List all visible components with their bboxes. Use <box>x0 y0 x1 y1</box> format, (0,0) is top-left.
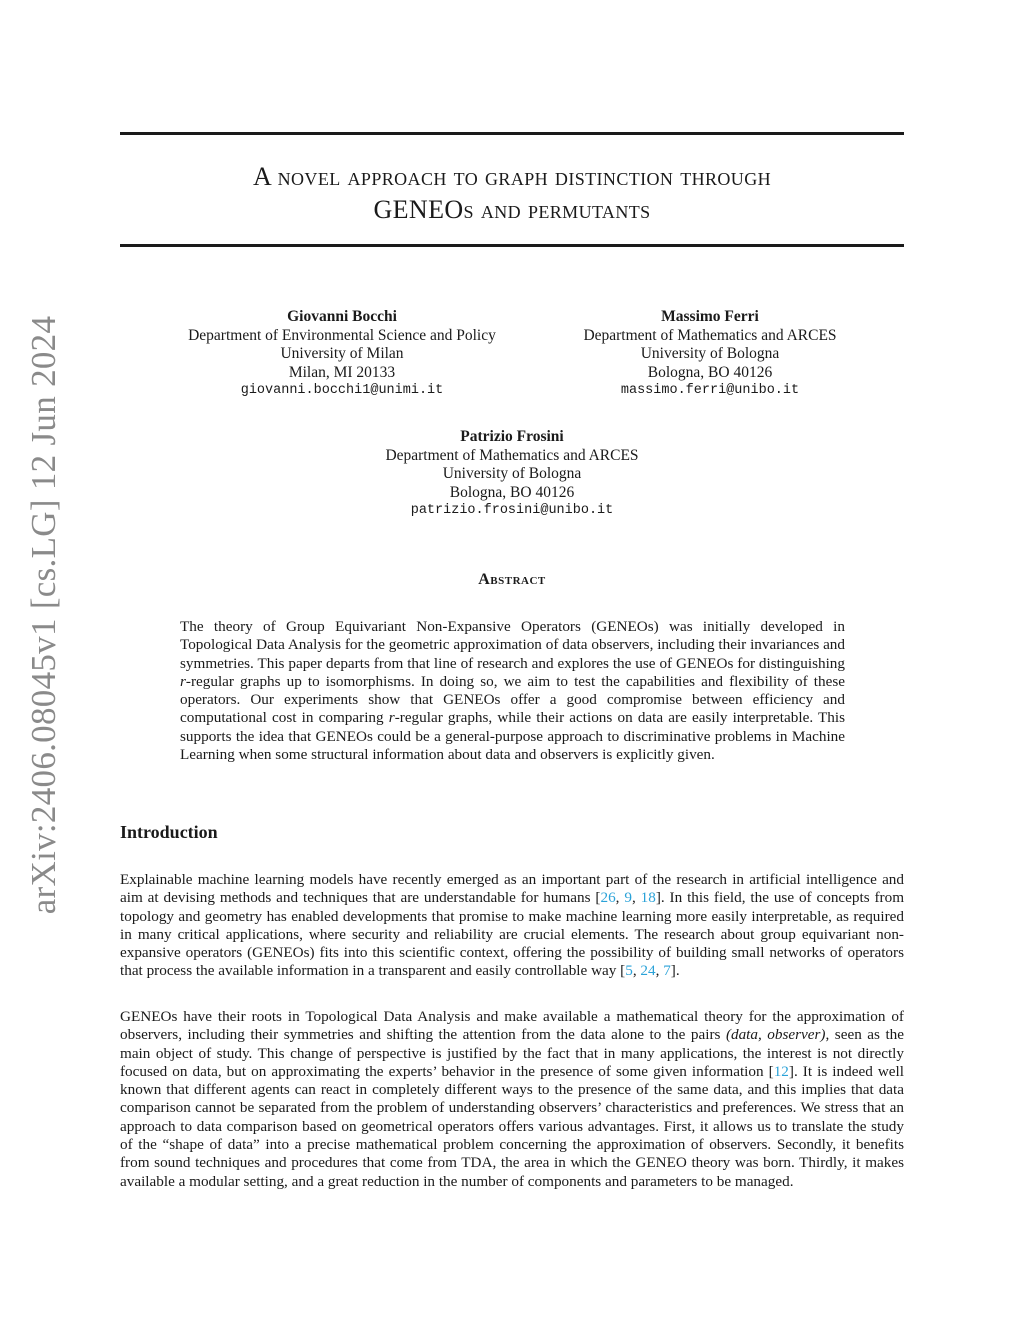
citation-link[interactable]: 12 <box>773 1062 789 1080</box>
section-heading-introduction: Introduction <box>120 822 218 842</box>
abstract-text-segment: The theory of Group Equivariant Non-Expansive Operators (GENEOs) was initially developed in Topological Data Analysis for the geometric approximation of data observers, including their invariances and symmetries. This paper departs from that line of research and explores the use of GENEOs for distinguishing <box>180 618 845 672</box>
citation-separator: , <box>632 962 641 980</box>
author-email[interactable]: patrizio.frosini@unibo.it <box>410 503 614 518</box>
author-city: Milan, MI 20133 <box>288 363 396 381</box>
author-university: University of Bologna <box>640 345 780 362</box>
author-city: Bologna, BO 40126 <box>449 483 575 501</box>
citation-link[interactable]: 5 <box>625 962 633 980</box>
abstract-text <box>180 618 845 764</box>
citation-link[interactable]: 9 <box>624 889 632 907</box>
author-name: Patrizio Frosini <box>460 428 564 445</box>
paragraph-text: , seen as the main object of study. This change of perspective is justified by the fact that in many applications, the interest is not directly focused on data, but on approximating the experts’ behavior in the presence of some given information [ <box>120 1026 904 1080</box>
paper-title-line-1: A novel approach to graph distinction through <box>252 162 772 191</box>
author-name: Giovanni Bocchi <box>287 308 397 325</box>
abstract-text-segment: -regular graphs, while their actions on data are easily interpretable. This supports the idea that GENEOs could be a general-purpose approach to discriminative problems in Machine Learning when some structural information about data and observers is explicitly given. <box>180 709 846 764</box>
author-email[interactable]: giovanni.bocchi1@unimi.it <box>240 383 444 398</box>
arxiv-identifier-stamp: arXiv:2406.08045v1 [cs.LG] 12 Jun 2024 <box>24 315 63 915</box>
title-rule-bottom <box>120 244 904 247</box>
author-department: Department of Mathematics and ARCES <box>385 446 639 464</box>
citation-link[interactable]: 24 <box>640 962 656 980</box>
author-department: Department of Environmental Science and Policy <box>188 326 496 344</box>
paragraph-text: ]. <box>670 962 680 980</box>
author-email[interactable]: massimo.ferri@unibo.it <box>620 383 800 398</box>
author-name: Massimo Ferri <box>661 308 759 325</box>
citation-separator: , <box>655 962 664 980</box>
author-block-bocchi <box>162 308 522 401</box>
intro-paragraph-2 <box>120 1008 904 1191</box>
abstract-heading: Abstract <box>478 571 546 588</box>
author-department: Department of Mathematics and ARCES <box>583 326 837 344</box>
paper-title <box>120 160 904 226</box>
math-variable-r: r <box>388 709 395 727</box>
citation-link[interactable]: 7 <box>663 962 671 980</box>
paragraph-text: ]. It is indeed well known that different agents can react in completely different ways to the presence of the same data, and this implies that data comparison cannot be separated from the problem of understanding observers’ characteristics and preferences. We stress that an approach to data comparison based on geometrical operators offers various advantages. First, it allows us to translate the study of the “shape of data” into a precise mathematical problem concerning the approximation of observers. Secondly, it benefits from sound techniques and procedures that come from TDA, the area in which the GENEO theory was born. Thirdly, it makes available a modular setting, and a great reduction in the number of components and parameters to be managed. <box>120 1062 904 1190</box>
citation-link[interactable]: 18 <box>640 889 656 907</box>
paragraph-text: ]. In this field, the use of concepts from topology and geometry has enabled developments that promise to make machine learning more easily interpretable, as required in many critical applications, where security and reliability are crucial elements. The research about group equivariant non-expansive operators (GENEOs) fits into this scientific context, offering the possibility of building small networks of operators that process the available information in a transparent and easily controllable way [ <box>120 889 905 980</box>
math-variable-r: r <box>180 672 186 690</box>
paper-title-line-2: GENEOs and permutants <box>373 195 651 224</box>
title-rule-top <box>120 132 904 135</box>
abstract-text-segment: -regular graphs up to isomorphisms. In doing so, we aim to test the capabilities and flexibility of these operators. Our experiments show that GENEOs offer a good compromise between efficiency and computational cost in comparing <box>180 672 845 727</box>
citation-separator: , <box>631 889 641 907</box>
paragraph-text: GENEOs have their roots in Topological Data Analysis and make available a mathematical theory for the approximation of observers, including their symmetries and shifting the attention from the data alone to the pairs <box>120 1008 904 1044</box>
author-city: Bologna, BO 40126 <box>647 363 773 381</box>
author-university: University of Bologna <box>442 465 582 482</box>
author-block-frosini <box>352 428 672 521</box>
author-university: University of Milan <box>280 345 404 362</box>
emphasis-text: (data, observer) <box>725 1026 826 1044</box>
paragraph-text: Explainable machine learning models have recently emerged as an important part of the research in artificial intelligence and aim at devising methods and techniques that are understandable for humans [ <box>120 871 904 907</box>
citation-link[interactable]: 26 <box>600 889 616 907</box>
citation-separator: , <box>615 889 625 907</box>
author-block-ferri <box>560 308 860 401</box>
intro-paragraph-1 <box>120 871 904 981</box>
